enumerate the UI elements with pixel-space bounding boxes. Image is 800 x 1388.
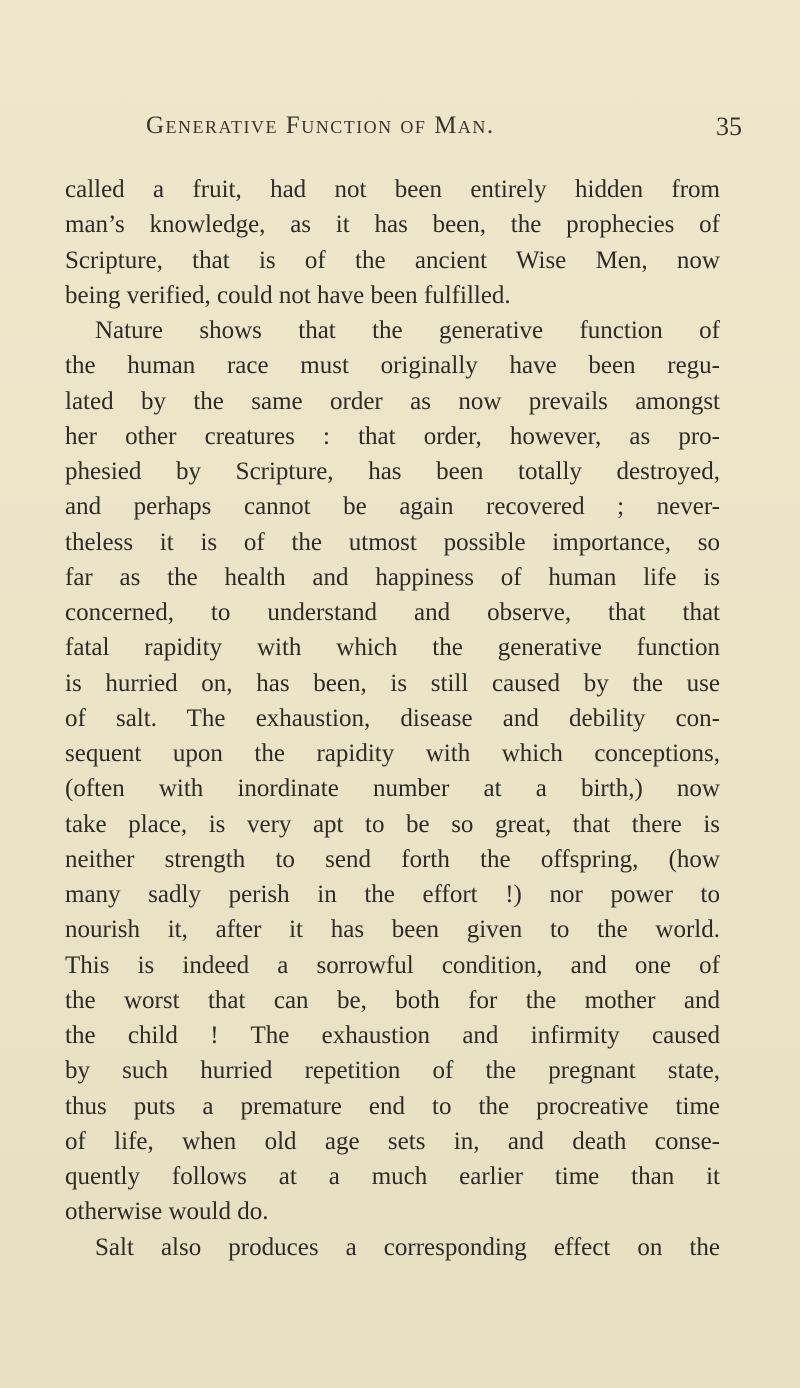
text-line: the child ! The exhaustion and infirmity caused	[65, 1022, 720, 1049]
paragraph-start-line: Salt also produces a corresponding effect on the	[95, 1233, 720, 1261]
text-line: lated by the same order as now prevails amongst	[65, 387, 720, 415]
text-line: the worst that can be, both for the mother and	[65, 986, 720, 1014]
paragraph-start-line: Nature shows that the generative function of	[95, 317, 720, 344]
text-line: theless it is of the utmost possible importance, so	[65, 528, 720, 556]
text-line: sequent upon the rapidity with which conceptions,	[65, 740, 720, 767]
page-header	[0, 112, 800, 152]
text-line: fatal rapidity with which the generative function	[65, 634, 720, 662]
body-text	[65, 172, 720, 1265]
text-line: neither strength to send forth the offspring, (how	[65, 845, 720, 873]
text-line: thus puts a premature end to the procreative time	[65, 1092, 720, 1120]
text-line: called a fruit, had not been entirely hidden from	[65, 176, 720, 203]
text-line: quently follows at a much earlier time than it	[65, 1163, 720, 1190]
page-number: 35	[716, 112, 742, 141]
text-line: of life, when old age sets in, and death conse-	[65, 1127, 720, 1155]
text-line: far as the health and happiness of human life is	[65, 563, 720, 591]
text-line: and perhaps cannot be again recovered ; never-	[65, 493, 720, 521]
text-line: Scripture, that is of the ancient Wise Men, now	[65, 246, 720, 274]
text-line: by such hurried repetition of the pregnant state,	[65, 1057, 720, 1085]
text-line: being verified, could not have been fulfilled.	[65, 281, 511, 309]
text-line: her other creatures : that order, however, as pro-	[65, 422, 720, 450]
text-line: phesied by Scripture, has been totally destroyed,	[65, 458, 720, 485]
text-line: many sadly perish in the effort !) nor power to	[65, 881, 720, 908]
running-head: Generative Function of Man.	[146, 112, 495, 139]
text-line: is hurried on, has been, is still caused by the use	[65, 669, 720, 697]
text-line: take place, is very apt to be so great, that there is	[65, 810, 720, 838]
text-line: the human race must originally have been regu-	[65, 352, 720, 380]
text-line: (often with inordinate number at a birth,) now	[65, 775, 720, 803]
text-line: of salt. The exhaustion, disease and debility con-	[65, 704, 720, 732]
text-line: otherwise would do.	[65, 1198, 269, 1226]
text-line: man’s knowledge, as it has been, the prophecies of	[65, 211, 720, 239]
text-line: nourish it, after it has been given to the world.	[65, 916, 720, 944]
text-line: concerned, to understand and observe, that that	[65, 599, 720, 626]
text-line: This is indeed a sorrowful condition, and one of	[65, 951, 720, 979]
